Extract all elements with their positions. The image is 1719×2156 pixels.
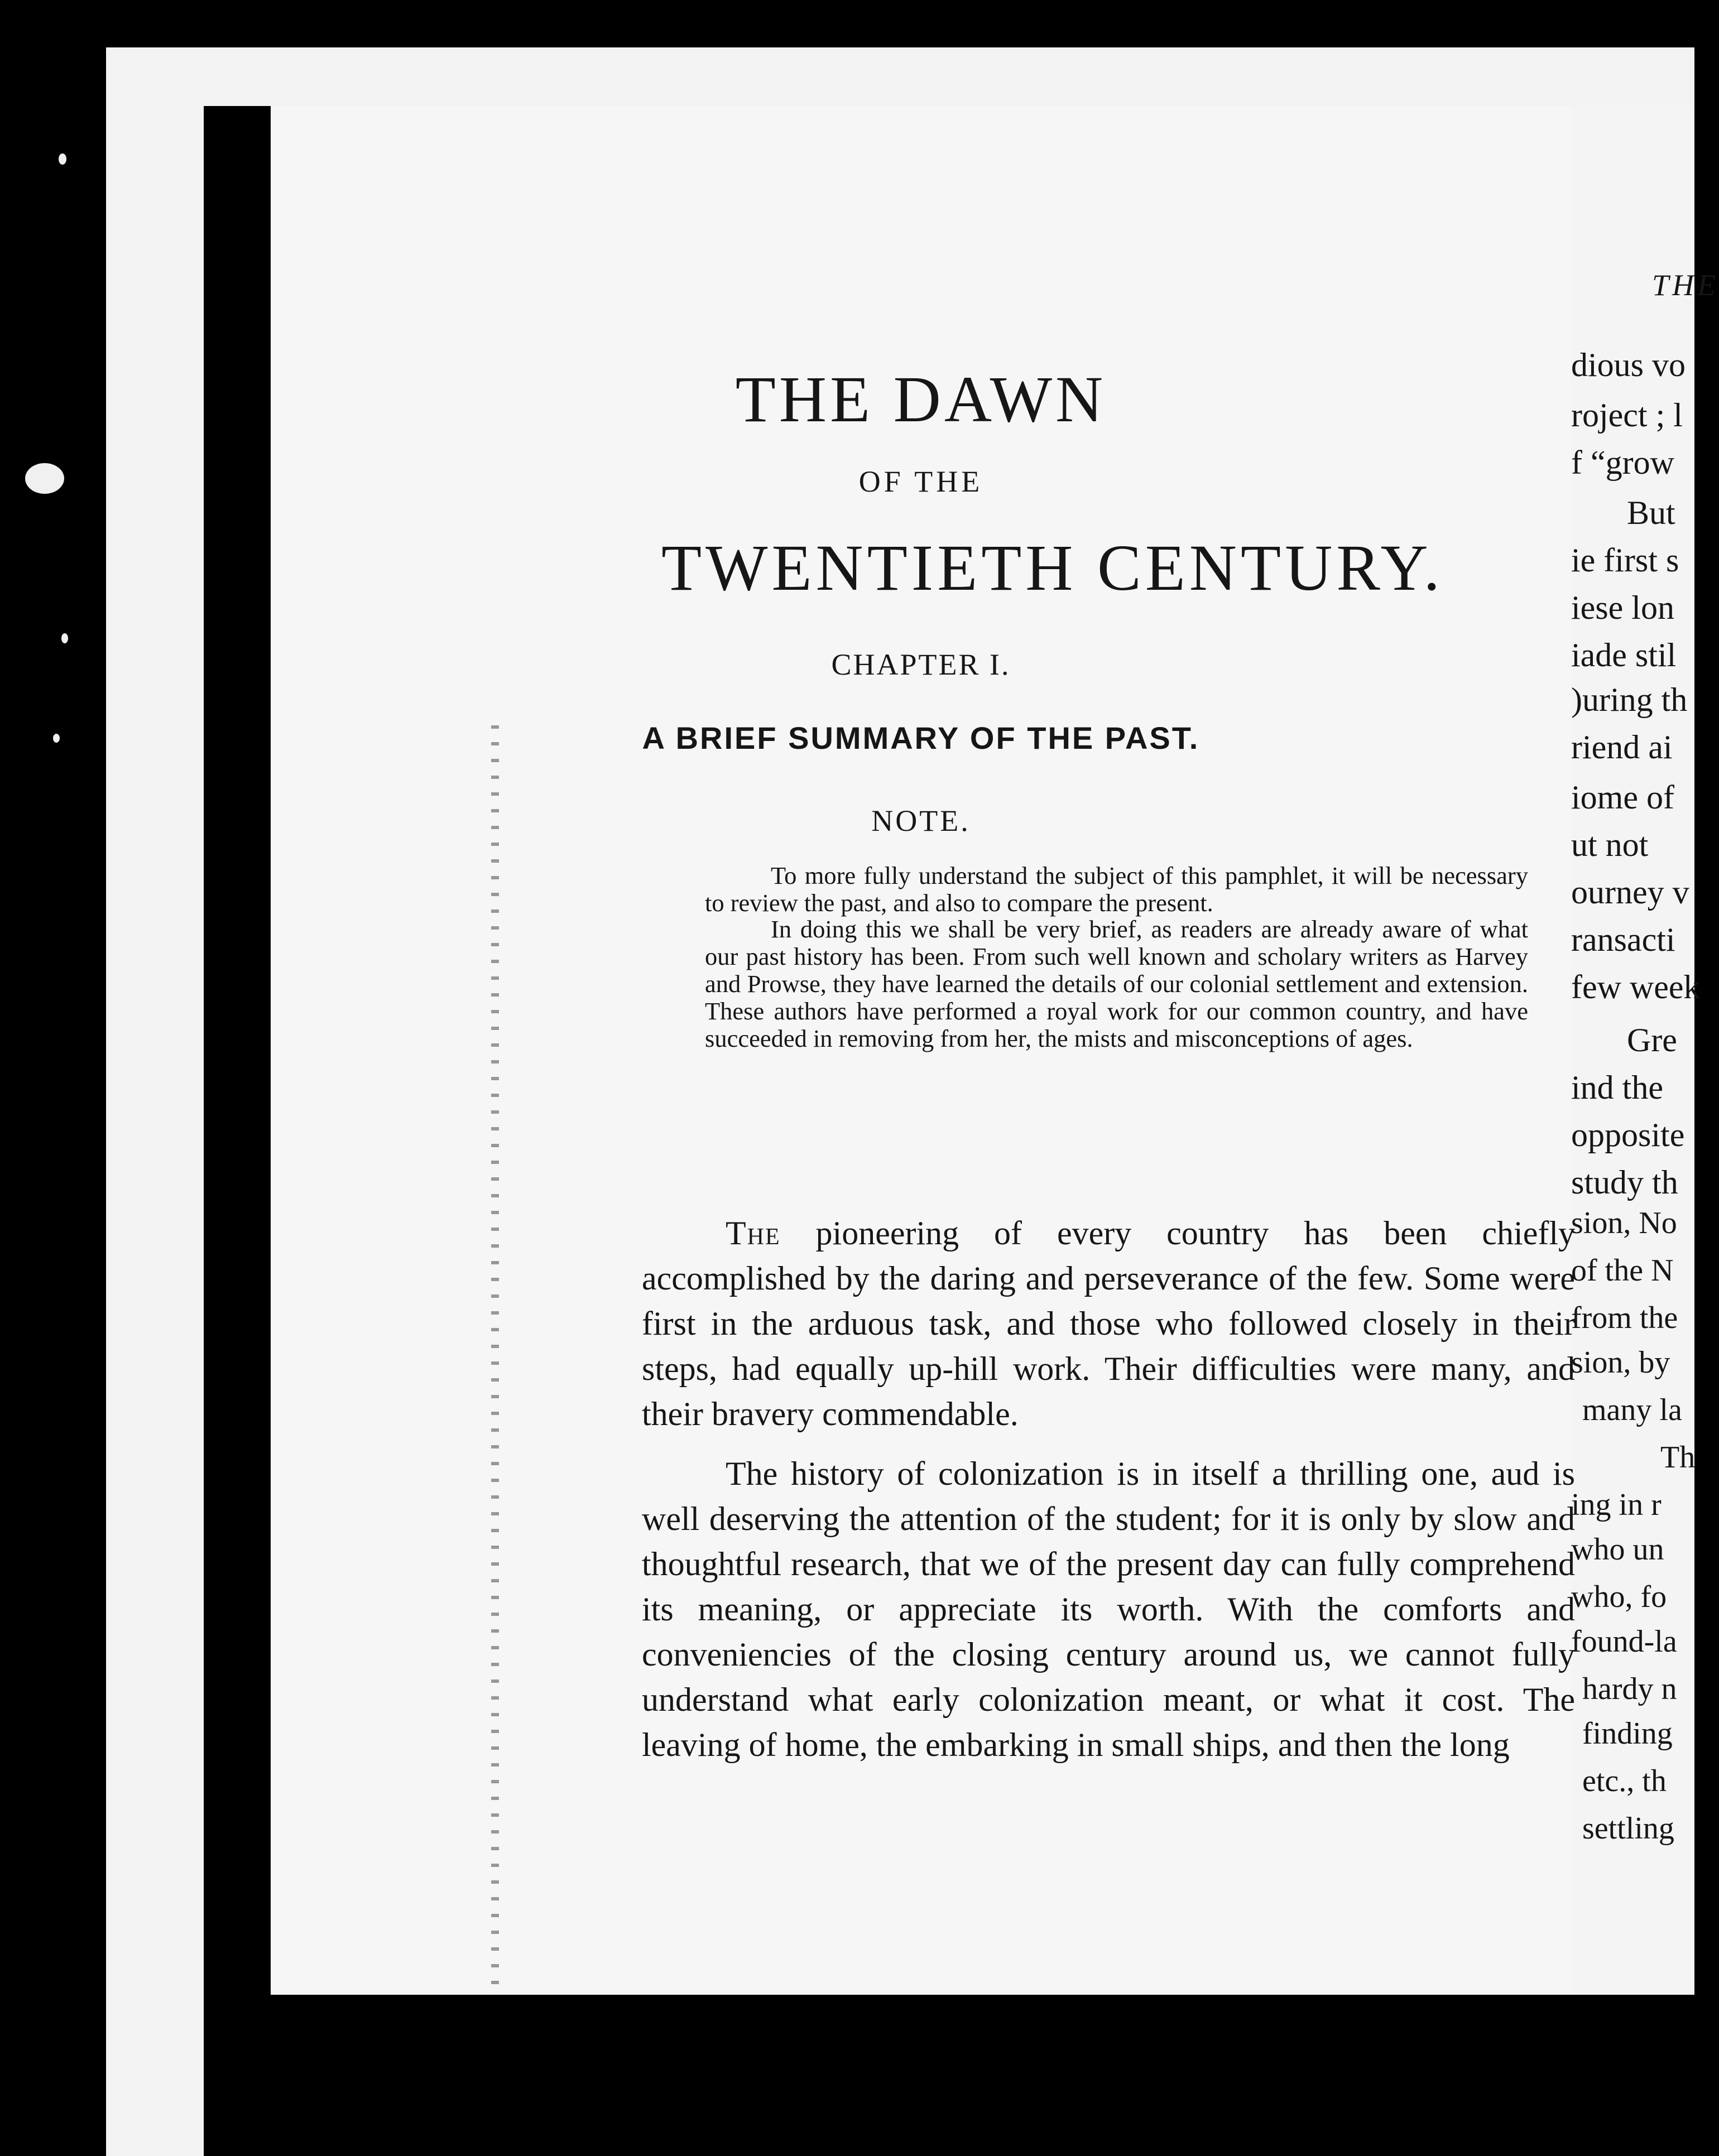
dust-speck <box>53 734 60 743</box>
dust-speck <box>25 463 64 494</box>
note-heading: NOTE. <box>871 804 971 838</box>
book-title-line1: THE DAWN <box>735 363 1107 436</box>
right-page-line: few week <box>1571 969 1701 1005</box>
chapter-body <box>642 1211 1575 1768</box>
right-page-line: hardy n <box>1582 1672 1677 1706</box>
right-page-line: sion, No <box>1571 1206 1677 1240</box>
book-title-line3: TWENTIETH CENTURY. <box>661 531 1444 604</box>
right-page-line: who un <box>1571 1532 1664 1567</box>
right-page-line: found-la <box>1571 1624 1677 1659</box>
right-page-line: Gre <box>1627 1022 1677 1058</box>
right-page-line: study th <box>1571 1164 1678 1201</box>
right-page-line: ransacti <box>1571 921 1675 958</box>
body-paragraph <box>642 1211 1575 1437</box>
book-title-line2: OF THE <box>858 465 983 498</box>
right-page-line: But <box>1627 494 1675 531</box>
right-page-line: ing in r <box>1571 1488 1662 1522</box>
right-page-line: many la <box>1582 1393 1682 1427</box>
note-paragraph: In doing this we shall be very brief, as readers are already aware of what our past history has been. From such well known and scholary writers as Harvey and Prowse, they have learned the details of our colonial settlement and extension. These authors have performed a royal work for our common country, and have succeeded in removing from her, the mists and misconceptions of ages. <box>705 915 1528 1052</box>
right-page-line: sion, by <box>1571 1345 1670 1380</box>
dust-speck <box>59 153 66 165</box>
body-paragraph-text: pioneering of every country has been chiefly accomplished by the daring and perseverance of the few. Some were first in the arduous task, and those who followed closely in their steps, had equally up-hill work. Their difficulties were many, and their bravery commendable. <box>642 1215 1575 1432</box>
right-page-line: settling <box>1582 1811 1674 1846</box>
right-page-line: from the <box>1571 1301 1678 1335</box>
right-page-line: ind the <box>1571 1069 1663 1106</box>
right-page-line: dious vo <box>1571 346 1686 383</box>
right-page-line: etc., th <box>1582 1764 1667 1798</box>
dust-speck <box>61 633 68 643</box>
right-page-line: iese lon <box>1571 589 1674 626</box>
right-page-line: iade stil <box>1571 637 1677 673</box>
right-page-line: who, fo <box>1571 1580 1667 1614</box>
note-paragraph: To more fully understand the subject of this pamphlet, it will be necessary to review the past, and also to compare the present. <box>705 862 1528 917</box>
right-page-line: riend ai <box>1571 729 1673 766</box>
right-page-line: roject ; l <box>1571 397 1683 434</box>
right-page-line: f “grow <box>1571 444 1674 481</box>
right-page-line: ourney v <box>1571 874 1689 911</box>
right-page-line: iome of <box>1571 779 1674 816</box>
scan-left-margin <box>106 47 204 2156</box>
gutter-noise <box>491 725 499 1986</box>
binding-shadow <box>204 106 271 2156</box>
chapter-number: CHAPTER I. <box>831 648 1011 681</box>
note-body <box>705 862 1528 1052</box>
right-page-line: ut not <box>1571 826 1649 863</box>
running-header: THE <box>1652 268 1719 302</box>
right-page-line: ie first s <box>1571 542 1679 579</box>
right-page-line: Th <box>1660 1440 1696 1475</box>
right-page-line: of the N <box>1571 1253 1674 1288</box>
scan-bottom-shadow <box>204 1995 1694 2156</box>
chapter-title: A BRIEF SUMMARY OF THE PAST. <box>642 720 1200 755</box>
drop-word: The <box>726 1215 781 1252</box>
right-page <box>1571 106 1701 1995</box>
scan-top-margin <box>106 47 1694 106</box>
right-page-line: )uring th <box>1571 681 1688 718</box>
body-paragraph: The history of colonization is in itself a thrilling one, aud is well deserving the attention of the student; for it is only by slow and thoughtful research, that we of the present day can fully comprehend its meaning, or appreciate its worth. With the comforts and conveniencies of the closing century around us, we cannot fully understand what early colonization meant, or what it cost. The leaving of home, the embarking in small ships, and then the long <box>642 1455 1575 1763</box>
right-page-line: finding <box>1582 1716 1673 1751</box>
right-page-line: opposite <box>1571 1116 1685 1153</box>
